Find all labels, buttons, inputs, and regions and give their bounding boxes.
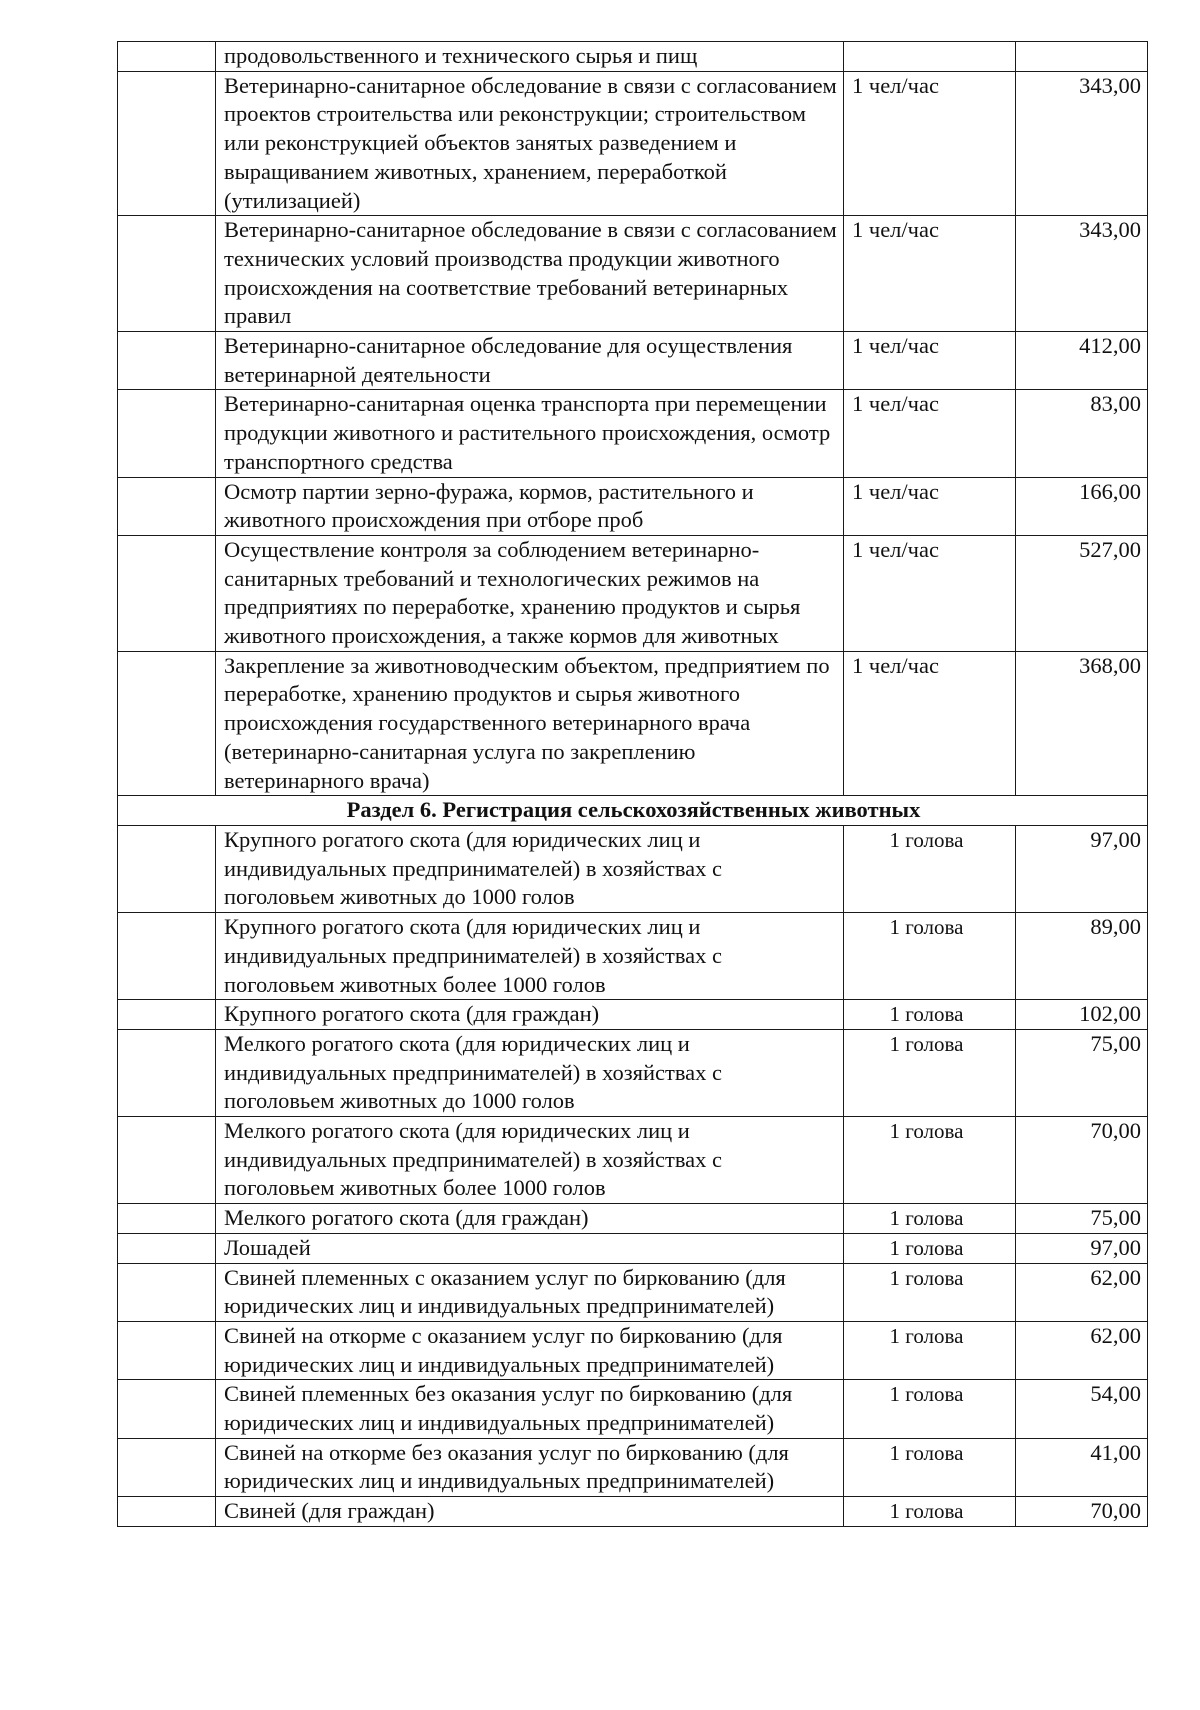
table-row: [118, 1233, 1148, 1263]
service-name-cell: Закрепление за животноводческим объектом, предприятием по переработке, хранению продуктов и сырья животного происхождения государственного ветеринарного врача (ветеринарно-санитарная услуга по закреплению ветеринарного врача): [216, 651, 844, 796]
unit-cell: 1 чел/час: [844, 71, 1016, 216]
section-title: Раздел 6. Регистрация сельскохозяйственных животных: [118, 796, 1148, 826]
table-row: [118, 651, 1148, 796]
unit-cell: 1 голова: [844, 1380, 1016, 1438]
table-row: [118, 1263, 1148, 1321]
section-header-row: [118, 796, 1148, 826]
unit-cell: 1 голова: [844, 1117, 1016, 1204]
price-cell: 343,00: [1016, 71, 1148, 216]
row-number-cell: [118, 1204, 216, 1234]
row-number-cell: [118, 1000, 216, 1030]
unit-cell: 1 чел/час: [844, 477, 1016, 535]
table-row: [118, 913, 1148, 1000]
table-body-after-section: [118, 825, 1148, 1526]
table-body-before-section: [118, 42, 1148, 796]
row-number-cell: [118, 42, 216, 72]
unit-cell: 1 голова: [844, 1233, 1016, 1263]
price-cell: 97,00: [1016, 825, 1148, 912]
service-name-cell: Мелкого рогатого скота (для юридических лиц и индивидуальных предпринимателей) в хозяйствах с поголовьем животных до 1000 голов: [216, 1029, 844, 1116]
table-row: [118, 1438, 1148, 1496]
row-number-cell: [118, 825, 216, 912]
row-number-cell: [118, 1233, 216, 1263]
row-number-cell: [118, 1117, 216, 1204]
unit-cell: 1 чел/час: [844, 390, 1016, 477]
price-cell: 41,00: [1016, 1438, 1148, 1496]
table-row: [118, 390, 1148, 477]
section-header-group: [118, 796, 1148, 826]
price-cell: 97,00: [1016, 1233, 1148, 1263]
service-name-cell: Мелкого рогатого скота (для граждан): [216, 1204, 844, 1234]
service-name-cell: Осуществление контроля за соблюдением ветеринарно-санитарных требований и технологических режимов на предприятиях по переработке, хранению продуктов и сырья животного происхождения, а также кормов для животных: [216, 535, 844, 651]
service-name-cell: Свиней племенных с оказанием услуг по биркованию (для юридических лиц и индивидуальных предпринимателей): [216, 1263, 844, 1321]
service-name-cell: Лошадей: [216, 1233, 844, 1263]
unit-cell: 1 голова: [844, 1204, 1016, 1234]
price-cell: 54,00: [1016, 1380, 1148, 1438]
service-name-cell: Крупного рогатого скота (для граждан): [216, 1000, 844, 1030]
price-cell: 75,00: [1016, 1204, 1148, 1234]
service-name-cell: Ветеринарно-санитарная оценка транспорта при перемещении продукции животного и растительного происхождения, осмотр транспортного средства: [216, 390, 844, 477]
table-row: [118, 535, 1148, 651]
row-number-cell: [118, 651, 216, 796]
price-cell: 368,00: [1016, 651, 1148, 796]
table-row: [118, 1029, 1148, 1116]
table-row: [118, 1497, 1148, 1527]
service-name-cell: Свиней на откорме без оказания услуг по биркованию (для юридических лиц и индивидуальных предпринимателей): [216, 1438, 844, 1496]
price-cell: 70,00: [1016, 1117, 1148, 1204]
table-row: [118, 1000, 1148, 1030]
service-name-cell: Крупного рогатого скота (для юридических лиц и индивидуальных предпринимателей) в хозяйствах с поголовьем животных до 1000 голов: [216, 825, 844, 912]
table-row: [118, 1380, 1148, 1438]
table-row: [118, 71, 1148, 216]
unit-cell: 1 чел/час: [844, 216, 1016, 332]
unit-cell: 1 голова: [844, 1029, 1016, 1116]
row-number-cell: [118, 216, 216, 332]
service-name-cell: Ветеринарно-санитарное обследование в связи с согласованием технических условий производства продукции животного происхождения на соответствие требований ветеринарных правил: [216, 216, 844, 332]
unit-cell: 1 голова: [844, 1438, 1016, 1496]
row-number-cell: [118, 1321, 216, 1379]
unit-cell: [844, 42, 1016, 72]
row-number-cell: [118, 1263, 216, 1321]
price-cell: 89,00: [1016, 913, 1148, 1000]
unit-cell: 1 голова: [844, 1000, 1016, 1030]
row-number-cell: [118, 390, 216, 477]
fee-table: [117, 41, 1148, 1527]
row-number-cell: [118, 913, 216, 1000]
service-name-cell: Ветеринарно-санитарное обследование в связи с согласованием проектов строительства или реконструкции; строительством или реконструкцией объектов занятых разведением и выращиванием животных, хранением, переработкой (утилизацией): [216, 71, 844, 216]
table-row: [118, 42, 1148, 72]
service-name-cell: Ветеринарно-санитарное обследование для осуществления ветеринарной деятельности: [216, 332, 844, 390]
service-name-cell: продовольственного и технического сырья и пищ: [216, 42, 844, 72]
row-number-cell: [118, 1380, 216, 1438]
service-name-cell: Крупного рогатого скота (для юридических лиц и индивидуальных предпринимателей) в хозяйствах с поголовьем животных более 1000 голов: [216, 913, 844, 1000]
row-number-cell: [118, 332, 216, 390]
unit-cell: 1 голова: [844, 825, 1016, 912]
row-number-cell: [118, 1438, 216, 1496]
price-cell: [1016, 42, 1148, 72]
row-number-cell: [118, 477, 216, 535]
price-cell: 62,00: [1016, 1321, 1148, 1379]
price-cell: 70,00: [1016, 1497, 1148, 1527]
price-cell: 527,00: [1016, 535, 1148, 651]
service-name-cell: Свиней на откорме с оказанием услуг по биркованию (для юридических лиц и индивидуальных предпринимателей): [216, 1321, 844, 1379]
service-name-cell: Осмотр партии зерно-фуража, кормов, растительного и животного происхождения при отборе проб: [216, 477, 844, 535]
table-row: [118, 477, 1148, 535]
unit-cell: 1 голова: [844, 913, 1016, 1000]
price-cell: 83,00: [1016, 390, 1148, 477]
table-row: [118, 216, 1148, 332]
table-row: [118, 1117, 1148, 1204]
unit-cell: 1 голова: [844, 1321, 1016, 1379]
price-cell: 343,00: [1016, 216, 1148, 332]
price-cell: 75,00: [1016, 1029, 1148, 1116]
unit-cell: 1 голова: [844, 1497, 1016, 1527]
row-number-cell: [118, 1029, 216, 1116]
unit-cell: 1 чел/час: [844, 651, 1016, 796]
unit-cell: 1 чел/час: [844, 332, 1016, 390]
row-number-cell: [118, 71, 216, 216]
service-name-cell: Свиней (для граждан): [216, 1497, 844, 1527]
price-cell: 412,00: [1016, 332, 1148, 390]
table-row: [118, 1321, 1148, 1379]
service-name-cell: Мелкого рогатого скота (для юридических лиц и индивидуальных предпринимателей) в хозяйствах с поголовьем животных более 1000 голов: [216, 1117, 844, 1204]
unit-cell: 1 чел/час: [844, 535, 1016, 651]
service-name-cell: Свиней племенных без оказания услуг по биркованию (для юридических лиц и индивидуальных предпринимателей): [216, 1380, 844, 1438]
unit-cell: 1 голова: [844, 1263, 1016, 1321]
table-row: [118, 825, 1148, 912]
table-row: [118, 1204, 1148, 1234]
price-cell: 102,00: [1016, 1000, 1148, 1030]
table-row: [118, 332, 1148, 390]
price-cell: 62,00: [1016, 1263, 1148, 1321]
row-number-cell: [118, 1497, 216, 1527]
price-cell: 166,00: [1016, 477, 1148, 535]
row-number-cell: [118, 535, 216, 651]
